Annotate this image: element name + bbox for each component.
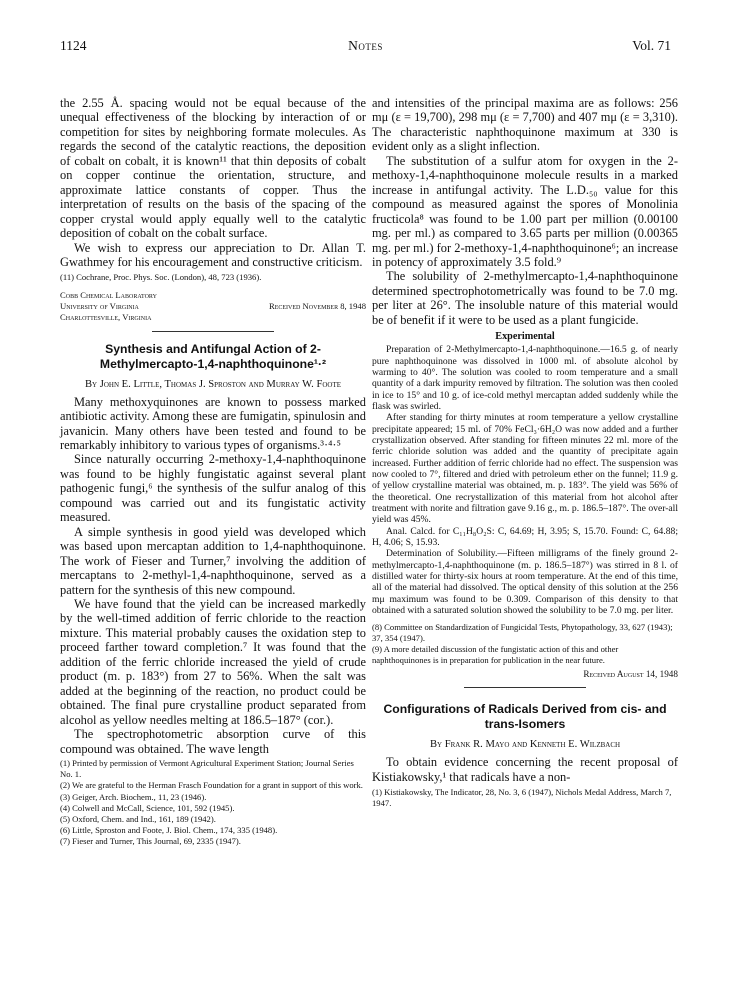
author-byline: By Frank R. Mayo and Kenneth E. Wilzbach — [429, 739, 621, 751]
volume-number: Vol. 71 — [632, 38, 671, 53]
footnote-1: (1) Printed by permission of Vermont Agricultural Experiment Station; Journal Series No. 1. — [60, 757, 354, 780]
footnote-1: (1) Kistiakowsky, The Indicator, 28, No. 3, 6 (1947), Nichols Medal Address, March 7, 1947. — [372, 787, 672, 809]
footnote-2: (2) We are grateful to the Herman Frasch Foundation for a grant in support of this work. — [60, 780, 363, 791]
experimental-paragraph: Preparation of 2-Methylmercapto-1,4-naphthoquinone.—16.5 g. of nearly pure naphthoquinone was dissolved in 1000 ml. of absolute alcohol by warming to 40°. The solution was cooled to room temperature and a small quantity of a dark impurity removed by filtration. The solution was then cooled in ice to 15° and 10 g. of ice-cold methyl mercaptan added suddenly while the flask was swirled. — [372, 344, 678, 412]
footnote-11: (11) Cochrane, Proc. Phys. Soc. (London), 48, 723 (1936). — [60, 272, 262, 283]
address-line: Charlottesville, Virginia — [60, 311, 152, 322]
body-paragraph: and intensities of the principal maxima are as follows: 256 mμ (ε = 19,700), 298 mμ (ε = 7,700) and 407 mμ (ε = 3,310). The characteristic naphthoquinone maximum at 330 is evident only as a slight inflection. — [372, 96, 678, 154]
footnote-4: (4) Colwell and McCall, Science, 101, 592 (1945). — [60, 802, 235, 813]
body-paragraph: The substitution of a sulfur atom for oxygen in the 2-methoxy-1,4-naphthoquinone molecule results in a marked increase in antifungal activity. The L.D.₅₀ value for this compound as measured against the spores of Monolinia fructicola⁸ was found to be 1.00 part per million (0.00100 mg. per ml.) as compared to 3.65 parts per million (0.00365 mg. per ml.) for 2-methoxy-1,4-naphthoquinone⁶; an increase in potency of approximately 3.5 fold.⁹ — [372, 153, 678, 269]
body-paragraph: A simple synthesis in good yield was developed which was based upon mercaptan addition to 1,4-naphthoquinone. The work of Fieser and Turner,⁷ involving the addition of mercaptans to 2-methyl-1,4-naphthoquinone, served as a pattern for the synthesis of this new compound. — [60, 524, 366, 597]
acknowledgment-paragraph: We wish to express our appreciation to Dr. Allan T. Gwathmey for his encouragement and constructive criticism. — [60, 240, 366, 269]
page-number: 1124 — [60, 38, 87, 53]
body-paragraph: To obtain evidence concerning the recent proposal of Kistiakowsky,¹ that radicals have a non- — [372, 755, 678, 784]
address-line — [60, 301, 366, 312]
footnote-6: (6) Little, Sproston and Foote, J. Biol. Chem., 174, 335 (1948). — [60, 825, 278, 836]
body-paragraph: The solubility of 2-methylmercapto-1,4-naphthoquinone determined spectrophotometrically was found to be 7.0 mg. per liter at 26°. The insoluble nature of this material would be of benefit if it were to be used as a plant fungicide. — [372, 269, 678, 327]
article-title: Synthesis and Antifungal Action of 2-Methylmercapto-1,4-naphthoquinone¹·² — [99, 341, 327, 371]
author-address — [60, 290, 366, 323]
footnotes-block — [372, 787, 678, 809]
body-paragraph: the 2.55 Å. spacing would not be equal because of the unequal effectiveness of the blocking by interaction of or competition for sites by neighboring formate molecules. As regards the second of the catalytic reactions, the deposition of cobalt on cobalt, it is known¹¹ that thin deposits of cobalt on copper continue the orientation, structure, and approximate lattice constants of copper. Thus the interpretation of results on the basis of the spacing of the copper crystal would apply equally well to the catalytic deposition of cobalt on the cobalt surface. — [60, 96, 366, 241]
left-column — [60, 96, 366, 848]
footnotes-block — [372, 622, 678, 667]
experimental-heading: Experimental — [495, 331, 555, 343]
page-header — [60, 38, 671, 58]
right-column — [372, 96, 678, 810]
address-university: University of Virginia — [60, 300, 139, 311]
address-line: Cobb Chemical Laboratory — [60, 289, 157, 300]
journal-section-title: Notes — [348, 38, 383, 53]
analysis-paragraph: Anal. Calcd. for C₁₁H₈O₂S: C, 64.69; H, 3.95; S, 15.70. Found: C, 64.88; H, 4.06; S, 15.93. — [372, 525, 678, 549]
footnote-8: (8) Committee on Standardization of Fungicidal Tests, Phytopathology, 33, 627 (1943); 37, 354 (1947). — [372, 621, 673, 643]
body-paragraph: Many methoxyquinones are known to possess marked antibiotic activity. Among these are fumigatin, spinulosin and javanicin. Many others have been tested and found to be remarkably inhibitory to various types of organisms.³·⁴·⁵ — [60, 394, 366, 452]
received-date: Received November 8, 1948 — [268, 300, 366, 311]
section-divider — [152, 331, 274, 332]
footnote-5: (5) Oxford, Chem. and Ind., 161, 189 (1942). — [60, 813, 216, 824]
experimental-paragraph: Determination of Solubility.—Fifteen milligrams of the finely ground 2-methylmercapto-1,4-naphthoquinone (m. p. 186.5–187°) was stirred in 8 l. of distilled water for thirty-six hours at room temperature. At the end of this time, all of the material had dissolved. The optical density of this solution at the 256 mμ maximum was found to be 0.309. Comparison of this density to that obtained with a saturated solution showed the solubility to be 7.0 mg. per liter. — [372, 548, 678, 617]
footnote-3: (3) Geiger, Arch. Biochem., 11, 23 (1946). — [60, 791, 207, 802]
received-date: Received August 14, 1948 — [583, 669, 678, 680]
section-divider — [464, 687, 586, 688]
experimental-paragraph: After standing for thirty minutes at room temperature a yellow crystalline precipitate appeared; 15 ml. of 70% FeCl₃·6H₂O was now added and a further crystallization observed. After standing for fifteen minutes 22 ml. more of the ferric chloride solution was added and the quantity of precipitate again increased. Further addition of ferric chloride had no effect. The suspension was now cooled to 7°, filtered and dried with petroleum ether on the funnel; 11.9 g. of yellow crystalline material was obtained, m. p. 183°. The yield was 56% of the theoretical. One recrystallization of this material from hot alcohol after treatment with norite and filtration gave 9.16 g., m. p. 186.5–187°. The over-all yield was 45%. — [372, 412, 678, 526]
footnote — [60, 272, 366, 283]
body-paragraph: The spectrophotometric absorption curve of this compound was obtained. The wave length — [60, 727, 366, 756]
footnote-7: (7) Fieser and Turner, This Journal, 69, 2335 (1947). — [60, 836, 241, 847]
body-paragraph: Since naturally occurring 2-methoxy-1,4-naphthoquinone was found to be highly fungistatic against several plant pathogenic fungi,⁶ the synthesis of the sulfur analog of this compound was carried out and its fungistatic activity measured. — [60, 452, 366, 525]
footnotes-block — [60, 758, 366, 848]
footnote-9: (9) A more detailed discussion of the fungistatic action of this and other naphthoquinones is in preparation for publication in the near future. — [372, 643, 619, 666]
body-paragraph: We have found that the yield can be increased markedly by the well-timed addition of ferric chloride to the reaction mixture. This material probably causes the oxidation step to proceed farther toward completion.⁷ It was found that the addition of the ferric chloride increased the yield of crude product (m. p. 183°) from 27 to 56%. When the salt was added at the beginning of the reaction, no product could be obtained. The final pure crystalline product separated from alcohol as yellow needles melting at 186.5–187° (cor.). — [60, 596, 366, 727]
author-byline: By John E. Little, Thomas J. Sproston and Murray W. Foote — [84, 378, 342, 390]
article-title: Configurations of Radicals Derived from cis- and trans-Isomers — [383, 702, 667, 732]
